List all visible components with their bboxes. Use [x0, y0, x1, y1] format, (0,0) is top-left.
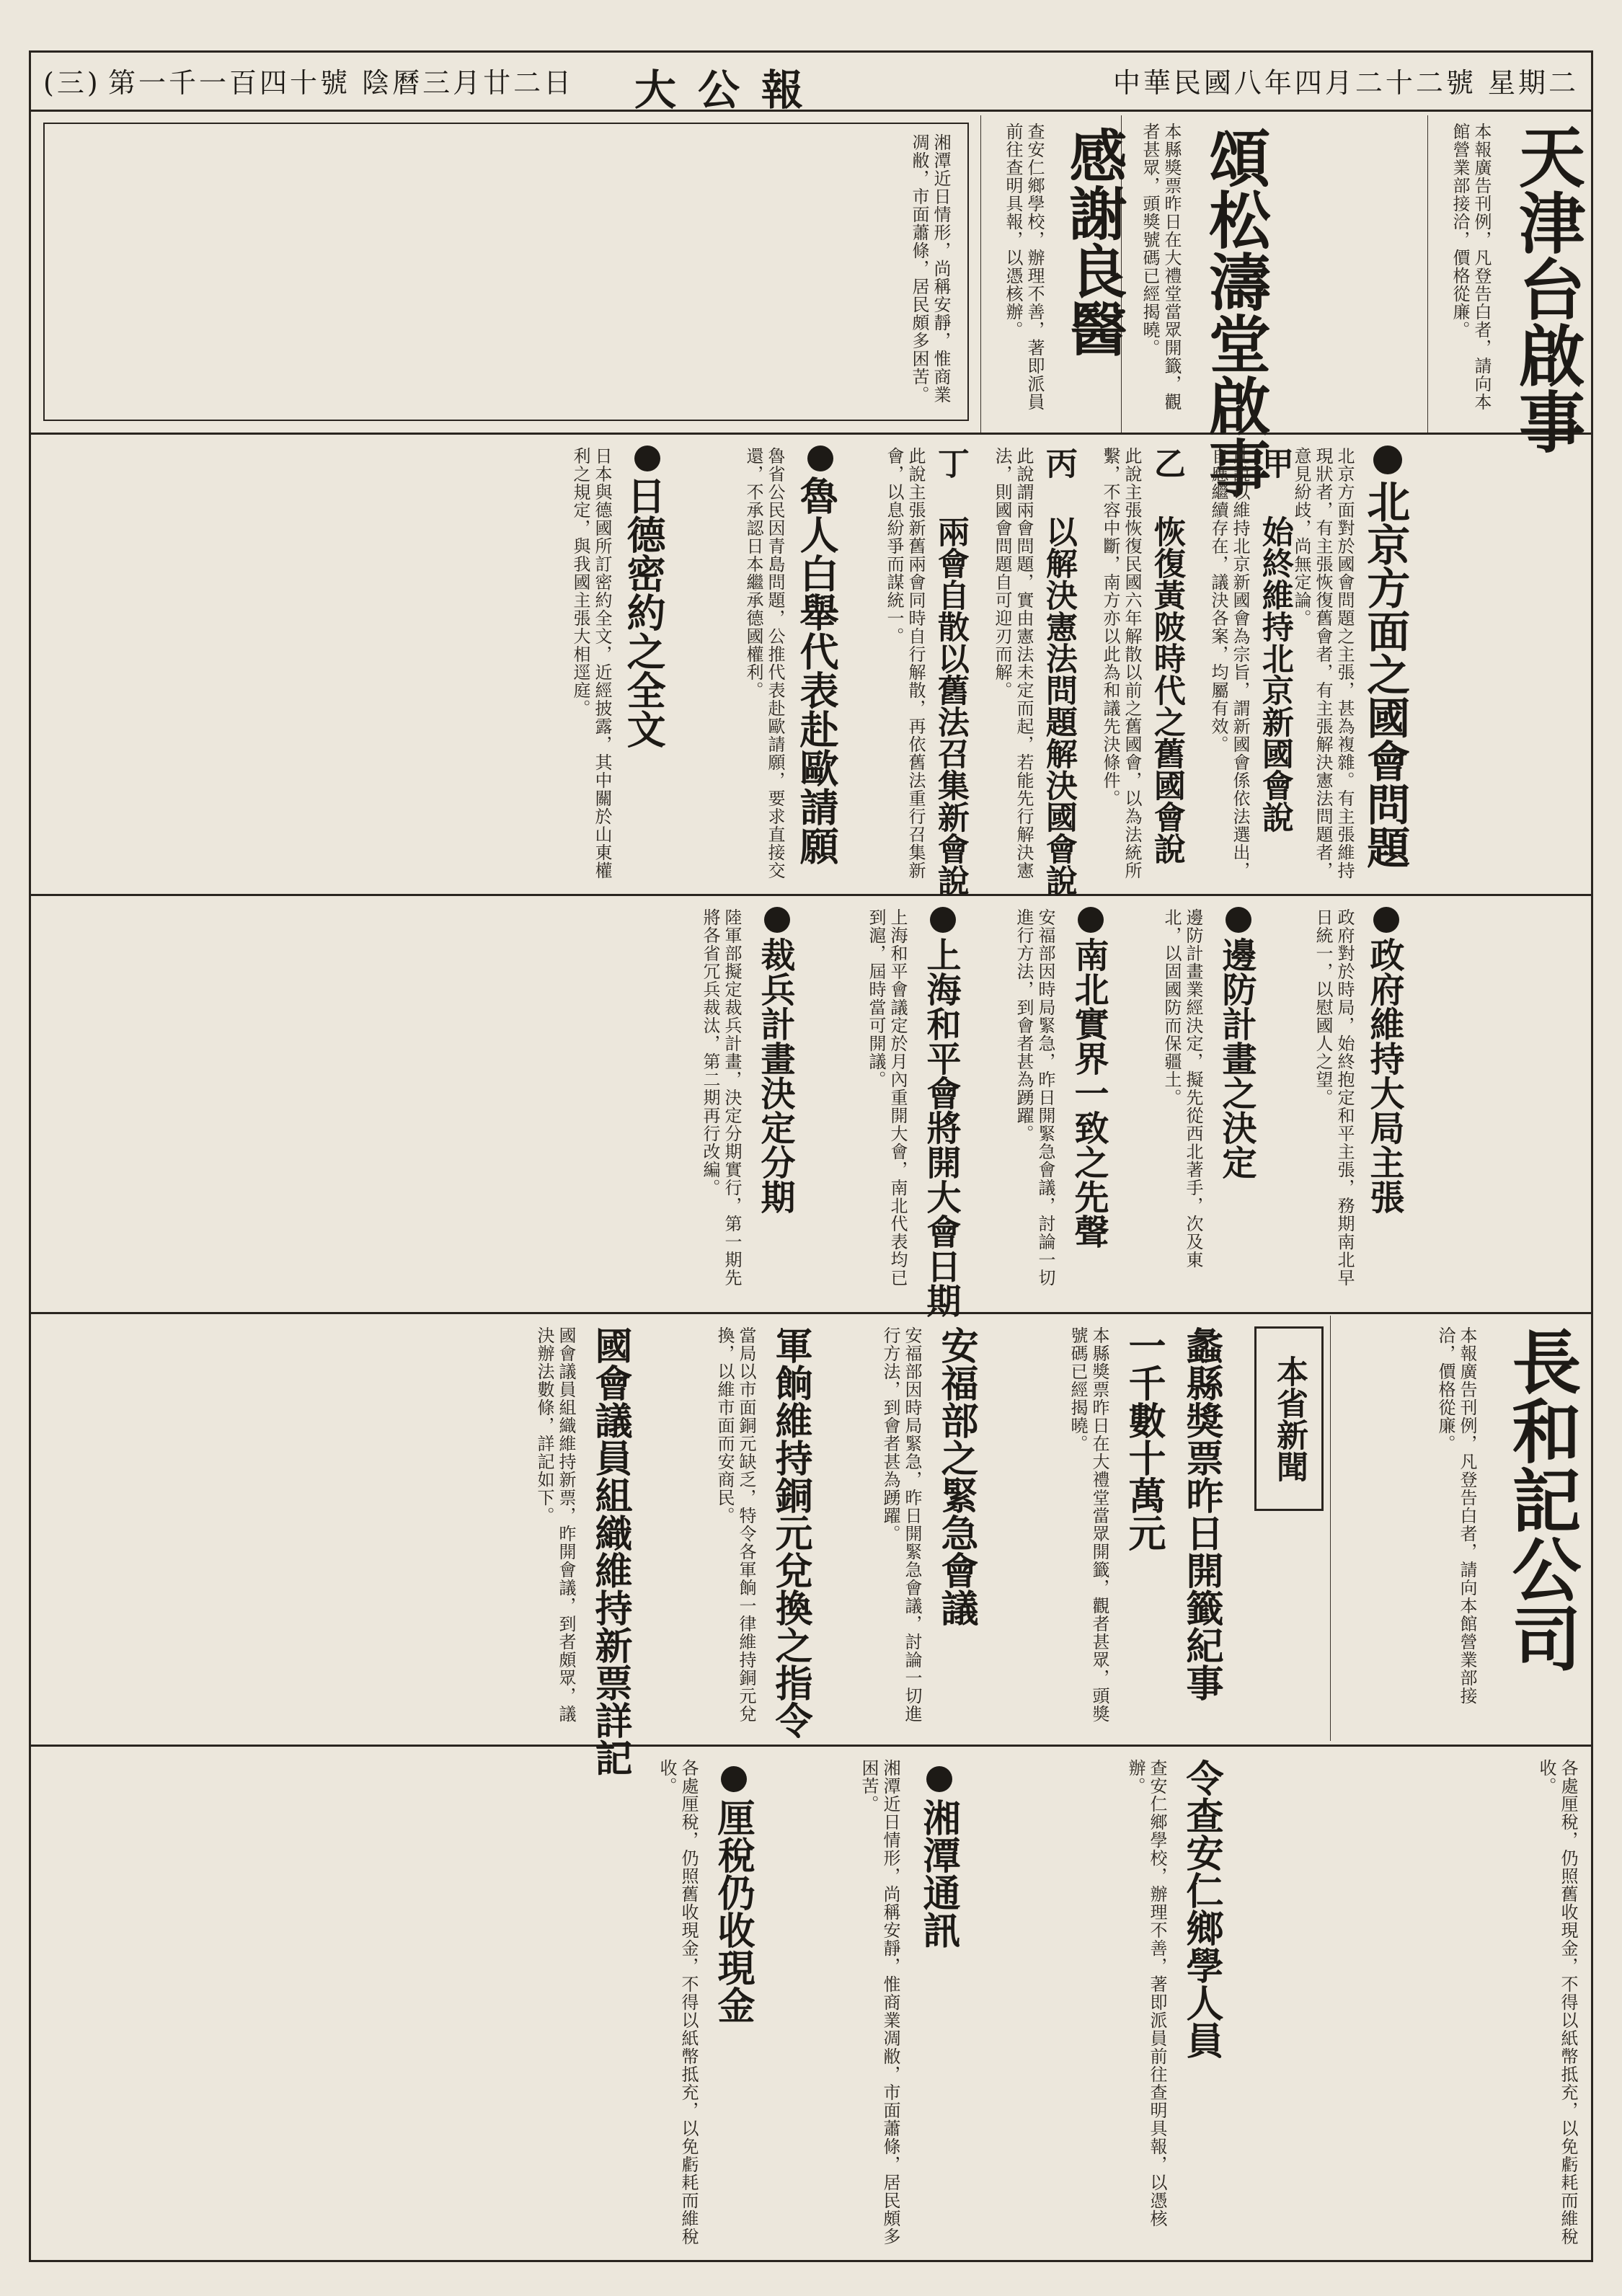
filled-circle-icon — [721, 1766, 747, 1792]
ad-hospital-text: 查安仁鄉學校，辦理不善，著即派員前往查明具報，以憑核辦。 — [1003, 123, 1045, 411]
headline-military-copper: 軍餉維持銅元兌換之指令 — [768, 1326, 813, 1739]
bottom-rule — [29, 2260, 1593, 2262]
filled-circle-icon — [1373, 446, 1402, 474]
article-text: 上海和平會議定於月內重開大會，南北代表均已到滬，屆時當可開議。 — [866, 908, 908, 1287]
provincial-news-badge: 本省新聞 — [1254, 1326, 1324, 1511]
divider — [980, 115, 981, 433]
headline-border-defense: 邊防計畫之決定 — [1215, 937, 1257, 1179]
headline-shanghai-peace: 上海和平會將開大會日期 — [920, 937, 961, 1318]
publish-date: 中華民國八年四月二十二號 星期二 — [1112, 67, 1579, 99]
newspaper-title: 大公報 — [634, 66, 825, 115]
headline-beijing-parliament: 北京方面之國會問題 — [1360, 479, 1411, 869]
article-text: 安福部因時局緊急，昨日開緊急會議，討論一切進行方法，到會者甚為踴躍。 — [1014, 908, 1055, 1287]
filled-circle-icon — [634, 446, 660, 471]
article-text: 魯省公民因青島問題，公推代表赴歐請願，要求直接交還，不承認日本繼承德國權利。 — [743, 447, 785, 879]
subhead-a: 甲 始終維持北京新國會說 — [1256, 447, 1293, 833]
left-rule — [29, 50, 31, 2262]
subhead-c: 丙 以解決憲法問題解決國會說 — [1040, 447, 1077, 896]
section-rule-4 — [29, 1745, 1593, 1747]
article-text: 本縣獎票昨日在大禮堂當眾開籤，觀者甚眾，頭獎號碼已經揭曉。 — [1068, 1326, 1109, 1723]
filled-circle-icon — [1078, 907, 1104, 933]
filled-circle-icon — [930, 907, 956, 933]
headline-president-policy: 政府維持大局主張 — [1363, 937, 1404, 1214]
filled-circle-icon — [926, 1766, 952, 1792]
headline-hunan-telegram: 湘潭通訊 — [916, 1799, 961, 1949]
headline-lu-petition: 魯人白舉代表赴歐請願 — [794, 476, 841, 865]
section-rule-3 — [29, 1312, 1593, 1314]
ad-changhe-company: 長和記公司 — [1501, 1326, 1582, 1672]
divider — [1330, 1316, 1331, 1741]
headline-lijin-tax: 厘稅仍收現金 — [711, 1799, 755, 2024]
top-rule — [29, 50, 1593, 53]
page-number: (三) — [43, 67, 101, 99]
article-text: 日本與德國所訂密約全文，近經披露，其中關於山東權利之規定，與我國主張大相逕庭。 — [570, 447, 612, 879]
article-text: 各處厘稅，仍照舊收現金，不得以紙幣抵充，以免虧耗而維稅收。 — [657, 1759, 699, 2246]
headline-anfu-club: 安福部之緊急會議 — [934, 1326, 979, 1626]
article-text: 此說以維持北京新國會為宗旨，謂新國會係依法選出，自應繼續存在，議決各案，均屬有效。 — [1208, 447, 1250, 879]
headline-school-inspect: 令查安仁鄉學人員 — [1179, 1759, 1224, 2059]
article-text: 此說主張恢復民國六年解散以前之舊國會，以為法統所繫，不容中斷，南方亦以此為和議先決條件。 — [1100, 447, 1142, 879]
ad-tianjin-notice: 天津台啟事 — [1508, 123, 1586, 454]
article-text: 查安仁鄉學校，辦理不善，著即派員前往查明具報，以憑核辦。 — [1125, 1759, 1167, 2228]
divider — [1427, 115, 1428, 433]
filled-circle-icon — [1373, 907, 1399, 933]
headline-national-assembly: 國會議員組織維持新票詳記 — [588, 1326, 633, 1776]
article-text: 湘潭近日情形，尚稱安靜，惟商業凋敝，市面蕭條，居民頗多困苦。 — [859, 1759, 900, 2246]
article-text: 國會議員組織維持新票，昨開會議，到者頗眾，議決辦法數條，詳記如下。 — [534, 1326, 576, 1723]
issue-number: 第一千一百四十號 陰曆三月廿二日 — [108, 67, 575, 99]
article-text: 各處厘稅，仍照舊收現金，不得以紙幣抵充，以免虧耗而維稅收。 — [1536, 1759, 1578, 2246]
article-text: 當局以市面銅元缺乏，特令各軍餉一律維持銅元兌換，以維市面而安商民。 — [714, 1326, 756, 1723]
filled-circle-icon — [1226, 907, 1251, 933]
ad-changhe-text: 本報廣告刊例，凡登告白者，請向本館營業部接洽，價格從廉。 — [1435, 1326, 1477, 1705]
ad-tianjin-text: 本報廣告刊例，凡登告白者，請向本館營業部接洽，價格從廉。 — [1450, 123, 1492, 411]
subhead-d: 丁 兩會自散以舊法召集新會說 — [931, 447, 969, 896]
filled-circle-icon — [764, 907, 790, 933]
ad-hospital-thanks: 感謝良醫 — [1060, 126, 1127, 357]
article-text: 此說主張新舊兩會同時自行解散，再依舊法重行召集新會，以息紛爭而謀統一。 — [884, 447, 926, 879]
masthead — [43, 56, 1579, 115]
headline-lottery-prize: 一千數十萬元 — [1122, 1326, 1166, 1551]
ad-song-tao-tang: 頌松濤堂啟事 — [1198, 126, 1271, 498]
article-text: 此說謂兩會問題，實由憲法未定而起，若能先行解決憲法，則國會問題自可迎刃而解。 — [992, 447, 1034, 879]
section-rule-1 — [29, 433, 1593, 435]
article-text: 政府對於時局，始終抱定和平主張，務期南北早日統一，以慰國人之望。 — [1313, 908, 1355, 1287]
filled-circle-icon — [807, 446, 833, 471]
headline-military-cut: 裁兵計畫決定分期 — [754, 937, 795, 1214]
headline-south-north: 南北實界一致之先聲 — [1068, 937, 1109, 1249]
headline-award-lottery: 蠡縣獎票昨日開籤紀事 — [1179, 1326, 1224, 1701]
article-text: 安福部因時局緊急，昨日開緊急會議，討論一切進行方法，到會者甚為踴躍。 — [880, 1326, 922, 1723]
section-rule-2 — [29, 894, 1593, 896]
article-text: 北京方面對於國會問題之主張，甚為複雜。有主張維持現狀者，有主張恢復舊會者，有主張解決憲法問題者，意見紛歧，尚無定論。 — [1291, 447, 1355, 879]
subhead-b: 乙 恢復黃陂時代之舊國會說 — [1148, 447, 1185, 864]
article-text: 陸軍部擬定裁兵計畫，決定分期實行，第一期先將各省冗兵裁汰，第二期再行改編。 — [700, 908, 742, 1287]
ad-song-text: 本縣獎票昨日在大禮堂當眾開籤，觀者甚眾，頭獎號碼已經揭曉。 — [1140, 123, 1182, 411]
ad-box-text: 湘潭近日情形，尚稱安靜，惟商業凋敝，市面蕭條，居民頗多困苦。 — [909, 133, 951, 404]
article-text: 邊防計畫業經決定，擬先從西北著手，次及東北，以固國防而保疆土。 — [1161, 908, 1203, 1269]
headline-japan-secret: 日德密約之全文 — [621, 476, 668, 748]
